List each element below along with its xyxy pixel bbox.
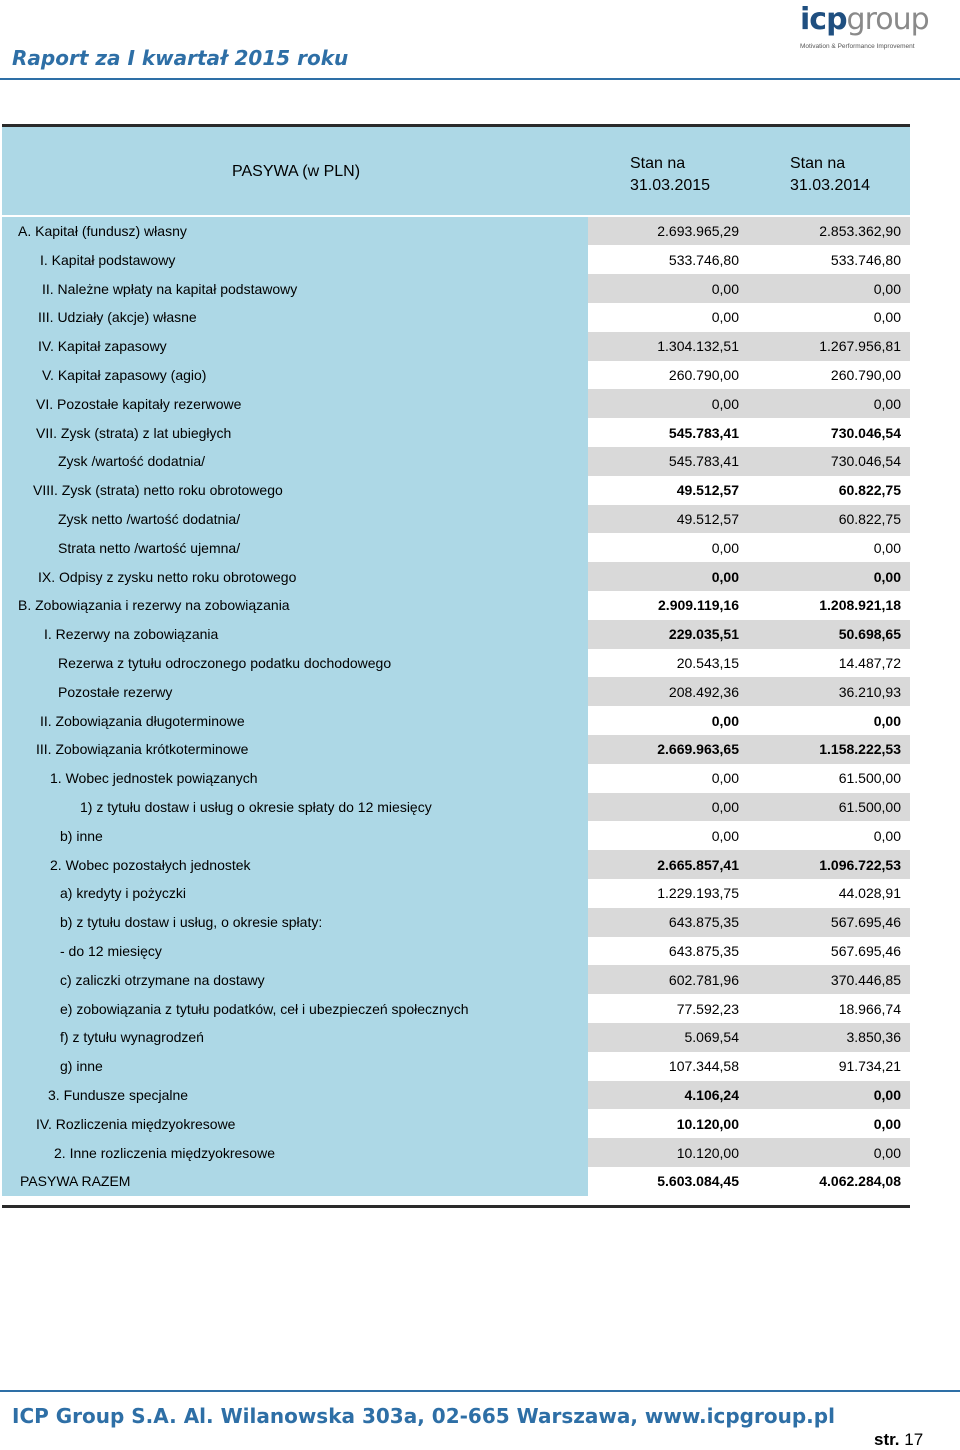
value-2015: 602.781,96 (588, 965, 748, 994)
row-label: II. Należne wpłaty na kapitał podstawowy (2, 274, 588, 303)
row-label: Zysk /wartość dodatnia/ (2, 447, 588, 476)
row-label: PASYWA RAZEM (2, 1167, 588, 1196)
value-2015: 5.603.084,45 (588, 1167, 748, 1196)
table-row (2, 1081, 910, 1110)
row-label: II. Zobowiązania długoterminowe (2, 706, 588, 735)
row-label: VII. Zysk (strata) z lat ubiegłych (2, 418, 588, 447)
value-2014: 2.853.362,90 (748, 217, 910, 246)
table-row (2, 793, 910, 822)
value-2014: 0,00 (748, 533, 910, 562)
value-2014: 0,00 (748, 562, 910, 591)
footer-divider (0, 1390, 960, 1392)
value-2014: 260.790,00 (748, 361, 910, 390)
table-row (2, 937, 910, 966)
table-row (2, 1138, 910, 1167)
row-label: a) kredyty i pożyczki (2, 879, 588, 908)
table-row (2, 965, 910, 994)
table-row (2, 303, 910, 332)
row-label: b) z tytułu dostaw i usług, o okresie spłaty: (2, 908, 588, 937)
row-label: 1) z tytułu dostaw i usług o okresie spłaty do 12 miesięcy (2, 793, 588, 822)
value-2015: 10.120,00 (588, 1109, 748, 1138)
table-row (2, 418, 910, 447)
row-label: VIII. Zysk (strata) netto roku obrotowego (2, 476, 588, 505)
value-2014: 0,00 (748, 274, 910, 303)
table-row (2, 274, 910, 303)
value-2015: 0,00 (588, 533, 748, 562)
liabilities-table (2, 124, 910, 1208)
value-2015: 643.875,35 (588, 937, 748, 966)
row-label: 2. Inne rozliczenia międzyokresowe (2, 1138, 588, 1167)
row-label: IV. Rozliczenia międzyokresowe (2, 1109, 588, 1138)
value-2014: 61.500,00 (748, 764, 910, 793)
label-column-header: PASYWA (w PLN) (232, 163, 361, 180)
value-2014: 730.046,54 (748, 447, 910, 476)
value-2015: 0,00 (588, 706, 748, 735)
row-label: A. Kapitał (fundusz) własny (2, 217, 588, 246)
value-2014: 1.096.722,53 (748, 850, 910, 879)
table-row (2, 1023, 910, 1052)
row-label: - do 12 miesięcy (2, 937, 588, 966)
value-2014: 567.695,46 (748, 937, 910, 966)
column-header-2015: Stan na 31.03.2015 (630, 155, 711, 194)
row-label: 3. Fundusze specjalne (2, 1081, 588, 1110)
page-number: str. 17 (874, 1430, 924, 1449)
value-2015: 107.344,58 (588, 1052, 748, 1081)
table-row (2, 879, 910, 908)
value-2014: 730.046,54 (748, 418, 910, 447)
value-2015: 229.035,51 (588, 620, 748, 649)
row-label: IV. Kapitał zapasowy (2, 332, 588, 361)
value-2015: 208.492,36 (588, 677, 748, 706)
row-label: 2. Wobec pozostałych jednostek (2, 850, 588, 879)
value-2014: 44.028,91 (748, 879, 910, 908)
table-row (2, 821, 910, 850)
value-2014: 1.267.956,81 (748, 332, 910, 361)
row-label: V. Kapitał zapasowy (agio) (2, 361, 588, 390)
value-2015: 0,00 (588, 764, 748, 793)
value-2015: 77.592,23 (588, 994, 748, 1023)
table-row (2, 1167, 910, 1196)
value-2015: 2.693.965,29 (588, 217, 748, 246)
row-label: Zysk netto /wartość dodatnia/ (2, 505, 588, 534)
value-2014: 4.062.284,08 (748, 1167, 910, 1196)
table-row (2, 764, 910, 793)
value-2015: 49.512,57 (588, 476, 748, 505)
value-2015: 1.229.193,75 (588, 879, 748, 908)
row-label: IX. Odpisy z zysku netto roku obrotowego (2, 562, 588, 591)
value-2014: 14.487,72 (748, 649, 910, 678)
table-row (2, 706, 910, 735)
row-label: III. Zobowiązania krótkoterminowe (2, 735, 588, 764)
value-2014: 61.500,00 (748, 793, 910, 822)
value-2014: 567.695,46 (748, 908, 910, 937)
row-label: c) zaliczki otrzymane na dostawy (2, 965, 588, 994)
value-2014: 0,00 (748, 1138, 910, 1167)
row-label: Strata netto /wartość ujemna/ (2, 533, 588, 562)
value-2014: 50.698,65 (748, 620, 910, 649)
logo-prefix: icp (800, 2, 847, 37)
value-2015: 2.909.119,16 (588, 591, 748, 620)
table-row (2, 620, 910, 649)
value-2015: 1.304.132,51 (588, 332, 748, 361)
row-label: Rezerwa z tytułu odroczonego podatku dochodowego (2, 649, 588, 678)
value-2015: 0,00 (588, 303, 748, 332)
table-row (2, 1052, 910, 1081)
company-logo (800, 2, 929, 52)
value-2014: 91.734,21 (748, 1052, 910, 1081)
table-row (2, 332, 910, 361)
table-row (2, 217, 910, 246)
table-row (2, 994, 910, 1023)
header-divider (0, 78, 960, 80)
table-row (2, 245, 910, 274)
table-header (2, 127, 910, 215)
value-2015: 0,00 (588, 389, 748, 418)
value-2014: 1.158.222,53 (748, 735, 910, 764)
value-2014: 370.446,85 (748, 965, 910, 994)
row-label: VI. Pozostałe kapitały rezerwowe (2, 389, 588, 418)
value-2015: 20.543,15 (588, 649, 748, 678)
value-2014: 36.210,93 (748, 677, 910, 706)
row-label: III. Udziały (akcje) własne (2, 303, 588, 332)
row-label: B. Zobowiązania i rezerwy na zobowiązania (2, 591, 588, 620)
value-2015: 4.106,24 (588, 1081, 748, 1110)
value-2014: 60.822,75 (748, 505, 910, 534)
value-2014: 0,00 (748, 706, 910, 735)
row-label: g) inne (2, 1052, 588, 1081)
table-row (2, 562, 910, 591)
logo-suffix: group (846, 2, 929, 37)
value-2014: 0,00 (748, 1081, 910, 1110)
table-row (2, 505, 910, 534)
value-2014: 533.746,80 (748, 245, 910, 274)
value-2015: 0,00 (588, 562, 748, 591)
row-label: I. Rezerwy na zobowiązania (2, 620, 588, 649)
row-label: f) z tytułu wynagrodzeń (2, 1023, 588, 1052)
table-row (2, 447, 910, 476)
table-row (2, 476, 910, 505)
value-2014: 0,00 (748, 303, 910, 332)
value-2015: 260.790,00 (588, 361, 748, 390)
table-row (2, 533, 910, 562)
logo-tagline: Motivation & Performance Improvement (800, 43, 915, 50)
table-row (2, 850, 910, 879)
table-row (2, 361, 910, 390)
table-row (2, 1109, 910, 1138)
table-row (2, 591, 910, 620)
value-2014: 1.208.921,18 (748, 591, 910, 620)
value-2015: 0,00 (588, 274, 748, 303)
table-row (2, 908, 910, 937)
value-2015: 0,00 (588, 793, 748, 822)
table-row (2, 677, 910, 706)
value-2015: 2.665.857,41 (588, 850, 748, 879)
value-2015: 2.669.963,65 (588, 735, 748, 764)
footer-address: ICP Group S.A. Al. Wilanowska 303a, 02-665 Warszawa, www.icpgroup.pl (12, 1404, 835, 1428)
value-2014: 18.966,74 (748, 994, 910, 1023)
row-label: e) zobowiązania z tytułu podatków, ceł i ubezpieczeń społecznych (2, 994, 588, 1023)
value-2015: 10.120,00 (588, 1138, 748, 1167)
row-label: Pozostałe rezerwy (2, 677, 588, 706)
value-2014: 0,00 (748, 821, 910, 850)
table-row (2, 735, 910, 764)
value-2014: 3.850,36 (748, 1023, 910, 1052)
report-title: Raport za I kwartał 2015 roku (12, 46, 349, 70)
value-2015: 545.783,41 (588, 418, 748, 447)
value-2015: 545.783,41 (588, 447, 748, 476)
table-row (2, 649, 910, 678)
value-2015: 533.746,80 (588, 245, 748, 274)
value-2014: 0,00 (748, 1109, 910, 1138)
value-2015: 0,00 (588, 821, 748, 850)
value-2014: 0,00 (748, 389, 910, 418)
value-2015: 5.069,54 (588, 1023, 748, 1052)
row-label: I. Kapitał podstawowy (2, 245, 588, 274)
row-label: 1. Wobec jednostek powiązanych (2, 764, 588, 793)
table-row (2, 389, 910, 418)
column-header-2014: Stan na 31.03.2014 (790, 155, 871, 194)
value-2015: 643.875,35 (588, 908, 748, 937)
value-2014: 60.822,75 (748, 476, 910, 505)
value-2015: 49.512,57 (588, 505, 748, 534)
row-label: b) inne (2, 821, 588, 850)
